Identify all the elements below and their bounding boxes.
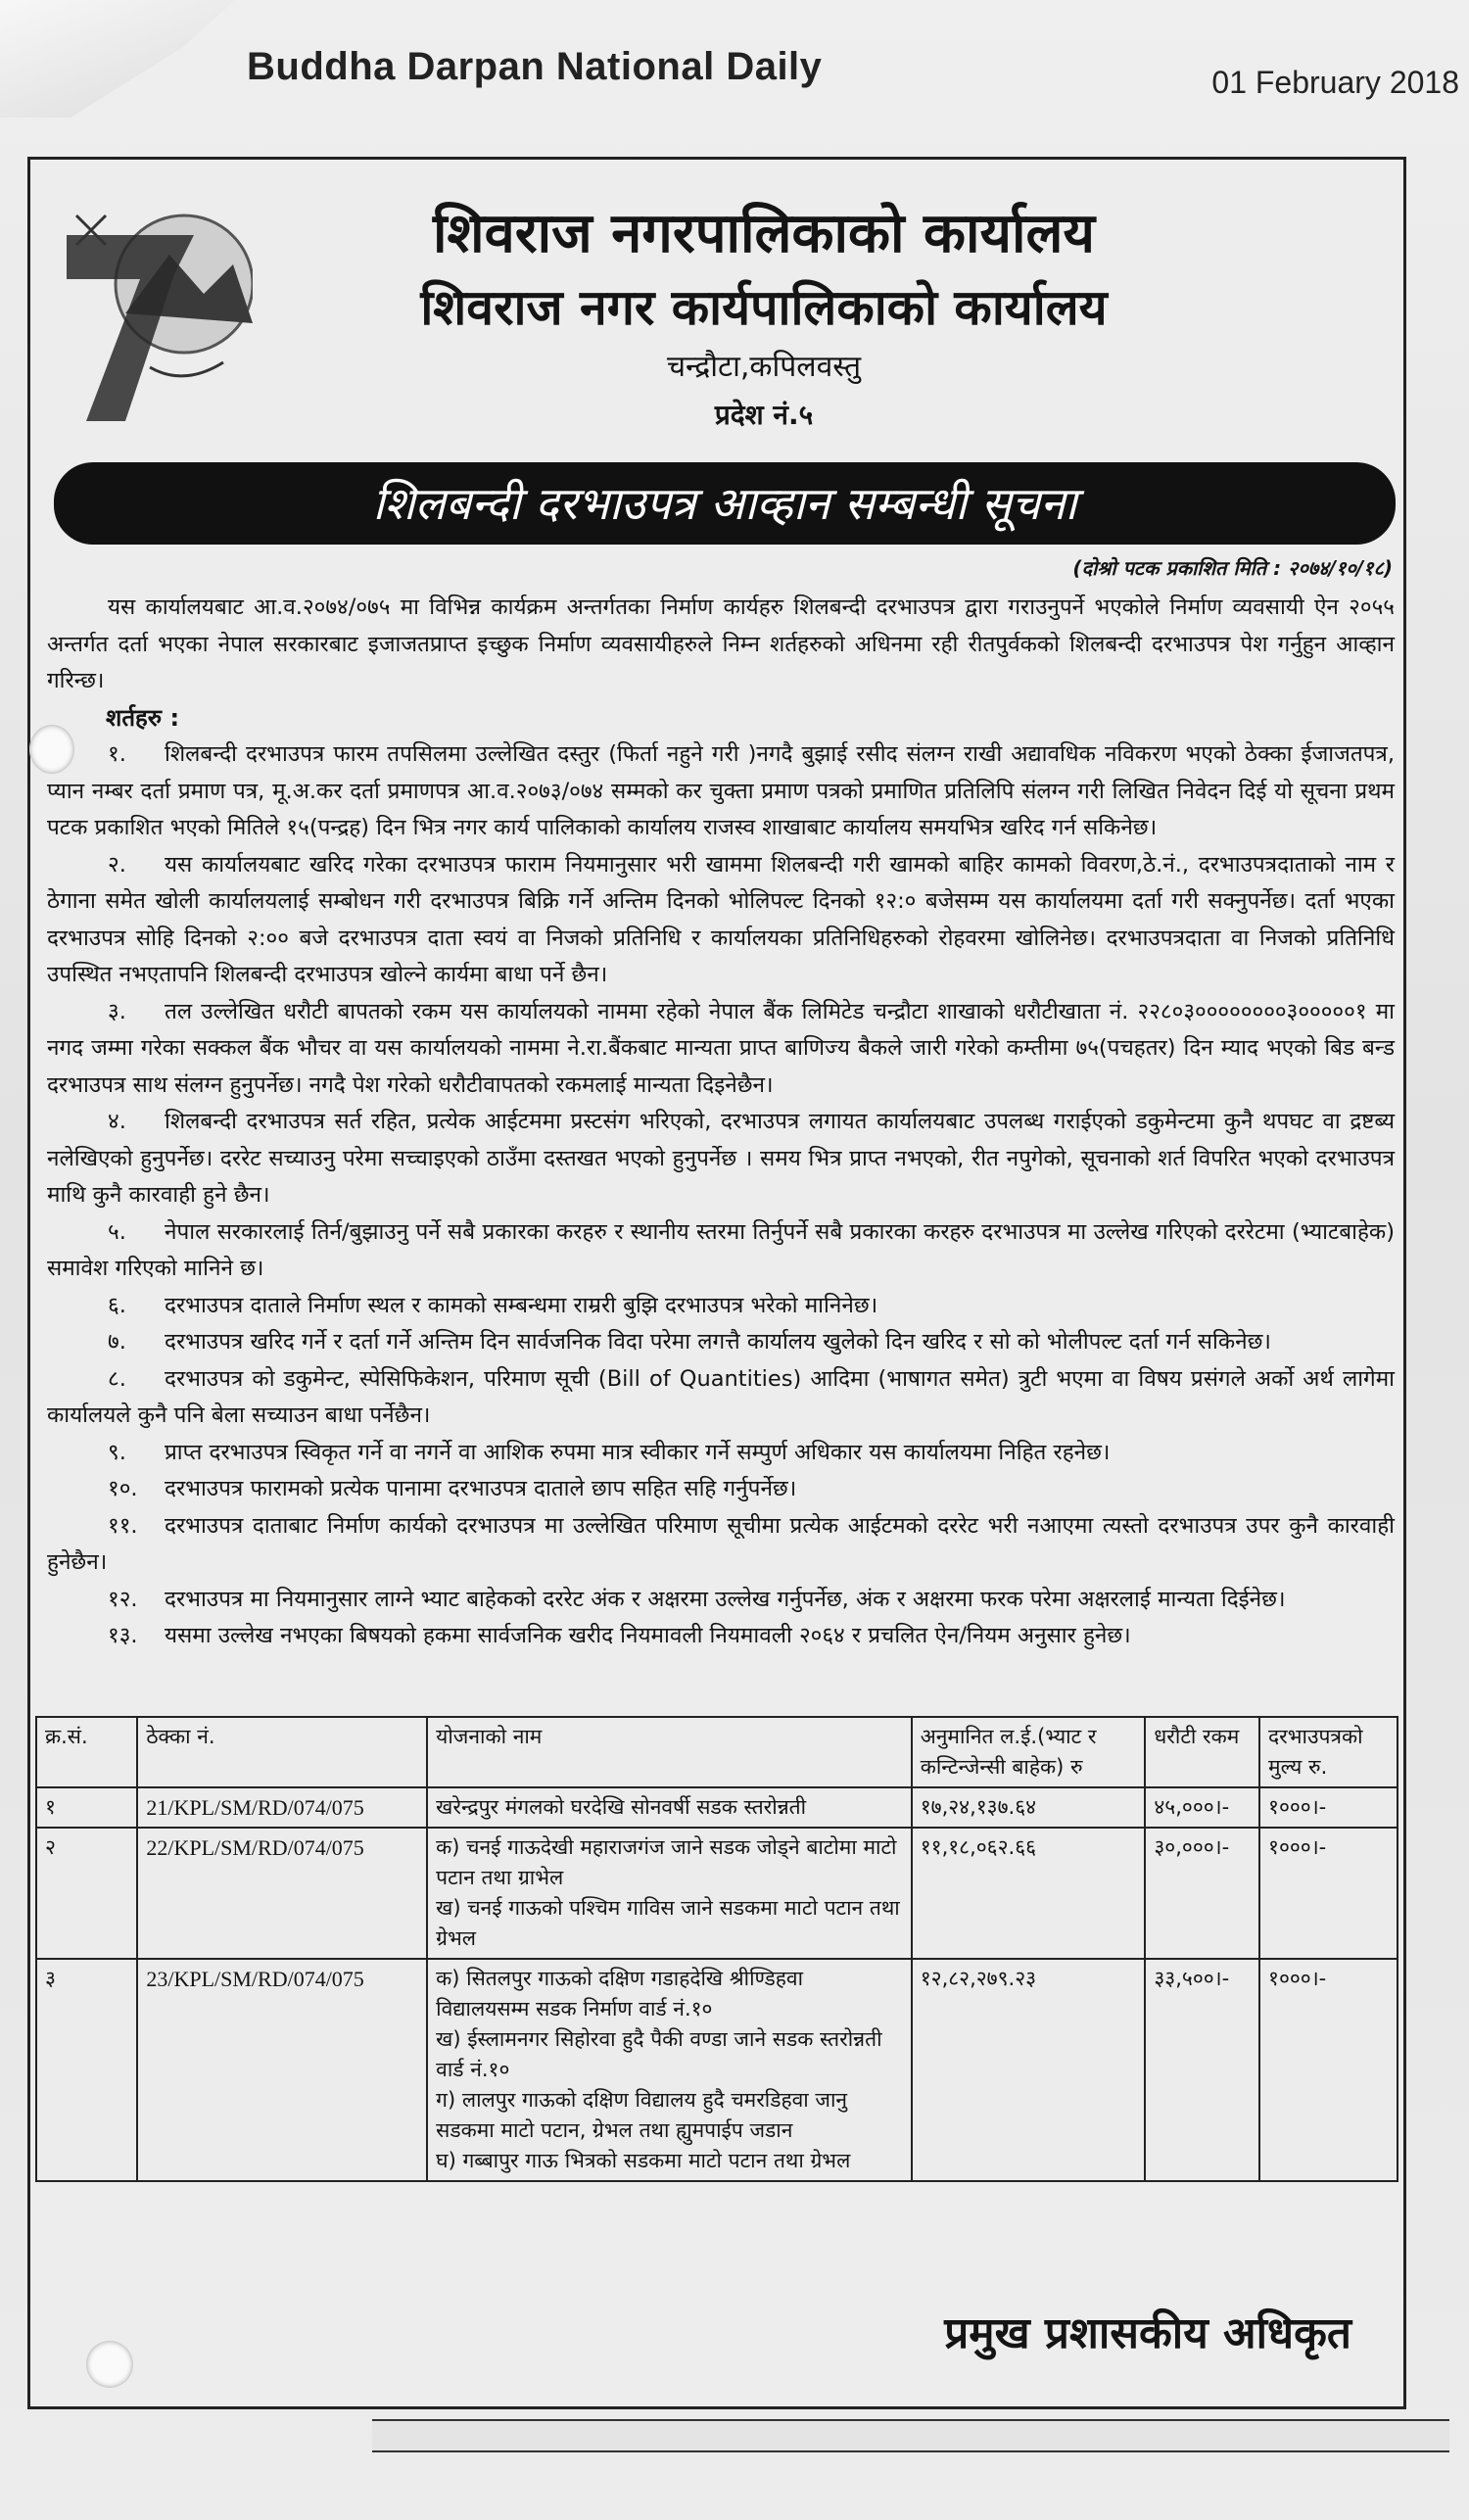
condition-number: १.: [108, 741, 126, 767]
notice-body: [47, 590, 1395, 1655]
condition-text: यसमा उल्लेख नभएका बिषयको हकमा सार्वजनिक खरीद नियमावली नियमावली २०६४ र प्रचलित ऐन/नियम अनुसार हुनेछ।: [165, 1623, 1131, 1648]
condition-number: ८.: [108, 1365, 126, 1392]
condition-number: १३.: [108, 1623, 138, 1648]
estimate-cell: १७,२४,१३७.६४: [912, 1787, 1146, 1828]
header-deposit: धरौटी रकम: [1145, 1717, 1259, 1787]
estimate-cell: १२,८२,२७९.२३: [912, 1959, 1146, 2181]
header-fee: दरभाउपत्रको मुल्य रु.: [1259, 1717, 1398, 1787]
deposit-cell: ३०,०००।-: [1145, 1828, 1259, 1959]
condition-number: ६.: [108, 1292, 126, 1318]
project-name-cell: खरेन्द्रपुर मंगलको घरदेखि सोनवर्षी सडक स्तरोन्नती: [427, 1787, 912, 1828]
office-location: चन्द्रौटा,कपिलवस्तु: [666, 350, 862, 384]
republication-date: (दोश्रो पटक प्रकाशित मिति : २०७४/१०/१८): [1072, 556, 1393, 580]
header-project-name: योजनाको नाम: [427, 1717, 912, 1787]
condition-item: [47, 1618, 1395, 1655]
condition-item: [47, 1288, 1395, 1325]
condition-number: ३.: [108, 998, 126, 1024]
condition-text: शिलबन्दी दरभाउपत्र फारम तपसिलमा उल्लेखित दस्तुर (फिर्ता नहुने गरी )नगदै बुझाई रसीद संलग्न राखी अद्यावधिक नविकरण भएको ठेक्का ईजाजतपत्र, प्यान नम्बर दर्ता प्रमाण पत्र, मू.अ.कर दर्ता प्रमाणपत्र आ.व.२०७३/०७४ सम्मको कर चुक्ता प्रमाण पत्रको प्रमाणित प्रतिलिपि संलग्न गरी लिखित निवेदन दिई यो सूचना प्रथम पटक प्रकाशित भएको मितिले १५(पन्द्रह) दिन भित्र नगर कार्य पालिकाको कार्यालय राजस्व शाखाबाट कार्यालय समयभित्र खरिद गर्न सकिनेछ।: [47, 741, 1395, 840]
condition-item: [47, 1214, 1395, 1288]
condition-item: [47, 1361, 1395, 1435]
condition-text: दरभाउपत्र मा नियमानुसार लाग्ने भ्याट बाहेकको दररेट अंक र अक्षरमा उल्लेख गर्नुपर्नेछ, अंक र अक्षरमा फरक परेमा अक्षरलाई मान्यता दिईनेछ।: [165, 1586, 1286, 1612]
conditions-heading: शर्तहरु :: [106, 703, 180, 732]
deposit-cell: ३३,५००।-: [1145, 1959, 1259, 2181]
condition-item: [47, 737, 1395, 847]
punch-hole: [86, 2341, 133, 2388]
condition-item: [47, 1104, 1395, 1214]
office-title-primary: शिवराज नगरपालिकाको कार्यालय: [433, 202, 1095, 265]
condition-item: [47, 847, 1395, 994]
condition-number: १२.: [108, 1586, 138, 1612]
table-row: [36, 1959, 1398, 2181]
serial-cell: २: [36, 1828, 137, 1959]
condition-text: दरभाउपत्र खरिद गर्ने र दर्ता गर्ने अन्तिम दिन सार्वजनिक विदा परेमा लगत्तै कार्यालय खुलेको दिन खरिद र सो को भोलीपल्ट दर्ता गर्न सकिनेछ।: [165, 1329, 1271, 1355]
works-table-body: [36, 1787, 1398, 2181]
header-contract-no: ठेक्का नं.: [137, 1717, 427, 1787]
masthead: Buddha Darpan National Daily: [247, 45, 823, 88]
notice-title-banner: शिलबन्दी दरभाउपत्र आव्हान सम्बन्धी सूचना: [54, 462, 1396, 545]
contract-no-cell: 23/KPL/SM/RD/074/075: [137, 1959, 427, 2181]
condition-text: प्राप्त दरभाउपत्र स्विकृत गर्ने वा नगर्ने वा आशिक रुपमा मात्र स्वीकार गर्ने सम्पुर्ण अधिकार यस कार्यालयमा निहित रहनेछ।: [165, 1439, 1111, 1465]
publication-date: 01 February 2018: [1211, 65, 1459, 100]
condition-number: १०.: [108, 1476, 138, 1501]
province-label: प्रदेश नं.५: [714, 399, 814, 431]
condition-text: तल उल्लेखित धरौटी बापतको रकम यस कार्यालयको नाममा रहेको नेपाल बैंक लिमिटेड चन्द्रौटा शाखाको धरौटीखाता नं. २२८०३००००००००३०००००१ मा नगद जम्मा गरेका सक्कल बैंक भौचर वा यस कार्यालयको नाममा ने.रा.बैंकबाट मान्यता प्राप्त बाणिज्य बैकले जारी गरेको कम्तीमा ७५(पचहतर) दिन म्याद भएको बिड बन्ड दरभाउपत्र साथ संलग्न हुनुपर्नेछ। नगदै पेश गरेको धरौटीवापतको रकमलाई मान्यता दिइनेछैन।: [47, 998, 1395, 1098]
contract-no-cell: 22/KPL/SM/RD/074/075: [137, 1828, 427, 1959]
serial-cell: १: [36, 1787, 137, 1828]
condition-item: [47, 1582, 1395, 1619]
condition-item: [47, 1508, 1395, 1582]
project-name-cell: क) सितलपुर गाऊको दक्षिण गडाहदेखि श्रीण्डिहवा विद्यालयसम्म सडक निर्माण वार्ड नं.१० ख) ईस्लामनगर सिहोरवा हुदै पैकी वण्डा जाने सडक स्तरोन्नती वार्ड नं.१० ग) लालपुर गाऊको दक्षिण विद्यालय हुदै चमरडिहवा जानु सडकमा माटो पटान, ग्रेभल तथा ह्युमपाईप जडान घ) गब्बापुर गाऊ भित्रको सडकमा माटो पटान तथा ग्रेभल: [427, 1959, 912, 2181]
header-serial: क्र.सं.: [36, 1717, 137, 1787]
works-table: [35, 1716, 1398, 2182]
next-article-strip: [372, 2419, 1449, 2452]
condition-text: दरभाउपत्र दाताले निर्माण स्थल र कामको सम्बन्धमा राम्ररी बुझि दरभाउपत्र भरेको मानिनेछ।: [165, 1292, 878, 1318]
fee-cell: १०००।-: [1259, 1787, 1398, 1828]
condition-number: ५.: [108, 1218, 126, 1245]
header-estimate: अनुमानित ल.ई.(भ्याट र कन्टिन्जेन्सी बाहेक) रु: [912, 1717, 1146, 1787]
office-title-secondary: शिवराज नगर कार्यपालिकाको कार्यालय: [420, 279, 1108, 336]
intro-paragraph: यस कार्यालयबाट आ.व.२०७४/०७५ मा विभिन्न कार्यक्रम अन्तर्गतका निर्माण कार्यहरु शिलबन्दी दरभाउपत्र द्वारा गराउनुपर्ने भएकोले निर्माण व्यवसायी ऐन २०५५ अन्तर्गत दर्ता भएका नेपाल सरकारबाट इजाजतप्राप्त इच्छुक निर्माण व्यवसायीहरुले निम्न शर्तहरुको अधिनमा रही रीतपुर्वकको शिलबन्दी दरभाउपत्र पेश गर्नुहुन आव्हान गरिन्छ।: [47, 594, 1395, 693]
serial-cell: ३: [36, 1959, 137, 2181]
condition-text: यस कार्यालयबाट खरिद गरेका दरभाउपत्र फाराम नियमानुसार भरी खाममा शिलबन्दी गरी खामको बाहिर कामको विवरण,ठे.नं., दरभाउपत्रदाताको नाम र ठेगाना समेत खोली कार्यालयलाई सम्बोधन गरी दरभाउपत्र बिक्रि गर्ने अन्तिम दिनको भोलिपल्ट दिनको १२:० बजेसम्म यस कार्यालयमा दर्ता गरी सक्नुपर्नेछ। दर्ता भएका दरभाउपत्र सोहि दिनको २:०० बजे दरभाउपत्र दाता स्वयं वा निजको प्रतिनिधि र कार्यालयका प्रतिनिधिहरुको रोहवरमा खोलिनेछ। दरभाउपत्रदाता वा निजको प्रतिनिधि उपस्थित नभएतापनि शिलबन्दी दरभाउपत्र खोल्ने कार्यमा बाधा पर्ने छैन।: [47, 851, 1395, 987]
condition-text: दरभाउपत्र को डकुमेन्ट, स्पेसिफिकेशन, परिमाण सूची (Bill of Quantities) आदिमा (भाषागत समेत) त्रुटी भएमा वा विषय प्रसंगले अर्को अर्थ लागेमा कार्यालयले कुनै पनि बेला सच्याउन बाधा पर्नेछैन।: [47, 1365, 1395, 1428]
punch-hole: [29, 725, 74, 774]
condition-text: दरभाउपत्र दाताबाट निर्माण कार्यको दरभाउपत्र मा उल्लेखित परिमाण सूचीमा प्रत्येक आईटमको दररेट भरी नआएमा त्यस्तो दरभाउपत्र उपर कुनै कारवाही हुनेछैन।: [47, 1512, 1395, 1575]
table-row: [36, 1787, 1398, 1828]
fee-cell: १०००।-: [1259, 1959, 1398, 2181]
condition-text: नेपाल सरकारलाई तिर्न/बुझाउनु पर्ने सबै प्रकारका करहरु र स्थानीय स्तरमा तिर्नुपर्ने सबै प्रकारका करहरु दरभाउपत्र मा उल्लेख गरिएको दररेटमा (भ्याटबाहेक) समावेश गरिएको मानिने छ।: [47, 1218, 1395, 1281]
condition-item: [47, 1435, 1395, 1472]
condition-number: २.: [108, 851, 126, 878]
condition-item: [47, 1471, 1395, 1508]
newspaper-header: [235, 39, 1459, 108]
condition-text: दरभाउपत्र फारामको प्रत्येक पानामा दरभाउपत्र दाताले छाप सहित सहि गर्नुपर्नेछ।: [165, 1476, 797, 1501]
condition-text: शिलबन्दी दरभाउपत्र सर्त रहित, प्रत्येक आईटममा प्रस्टसंग भरिएको, दरभाउपत्र लगायत कार्यालयबाट उपलब्ध गराईएको डकुमेन्टमा कुनै थपघट वा द्रष्टब्य नलेखिएको हुनुपर्नेछ। दररेट सच्याउनु परेमा सच्चाइएको ठाउँमा दस्तखत भएको हुनुपर्नेछ । समय भित्र प्राप्त नभएको, रीत नपुगेको, सूचनाको शर्त विपरित भएको दरभाउपत्र माथि कुनै कारवाही हुने छैन।: [47, 1109, 1395, 1208]
condition-number: ४.: [108, 1109, 126, 1134]
table-row: [36, 1828, 1398, 1959]
conditions-list: [47, 737, 1395, 1655]
table-header-row: [36, 1717, 1398, 1787]
condition-number: ११.: [108, 1512, 138, 1539]
condition-number: ९.: [108, 1439, 126, 1465]
condition-number: ७.: [108, 1329, 126, 1355]
deposit-cell: ४५,०००।-: [1145, 1787, 1259, 1828]
signatory-title: प्रमुख प्रशासकीय अधिकृत: [944, 2308, 1351, 2358]
condition-item: [47, 994, 1395, 1105]
condition-item: [47, 1324, 1395, 1361]
project-name-cell: क) चनई गाऊदेखी महाराजगंज जाने सडक जोड्ने बाटोमा माटो पटान तथा ग्राभेल ख) चनई गाऊको पश्चिम गाविस जाने सडकमा माटो पटान तथा ग्रेभल: [427, 1828, 912, 1959]
estimate-cell: ११,१८,०६२.६६: [912, 1828, 1146, 1959]
contract-no-cell: 21/KPL/SM/RD/074/075: [137, 1787, 427, 1828]
fee-cell: १०००।-: [1259, 1828, 1398, 1959]
